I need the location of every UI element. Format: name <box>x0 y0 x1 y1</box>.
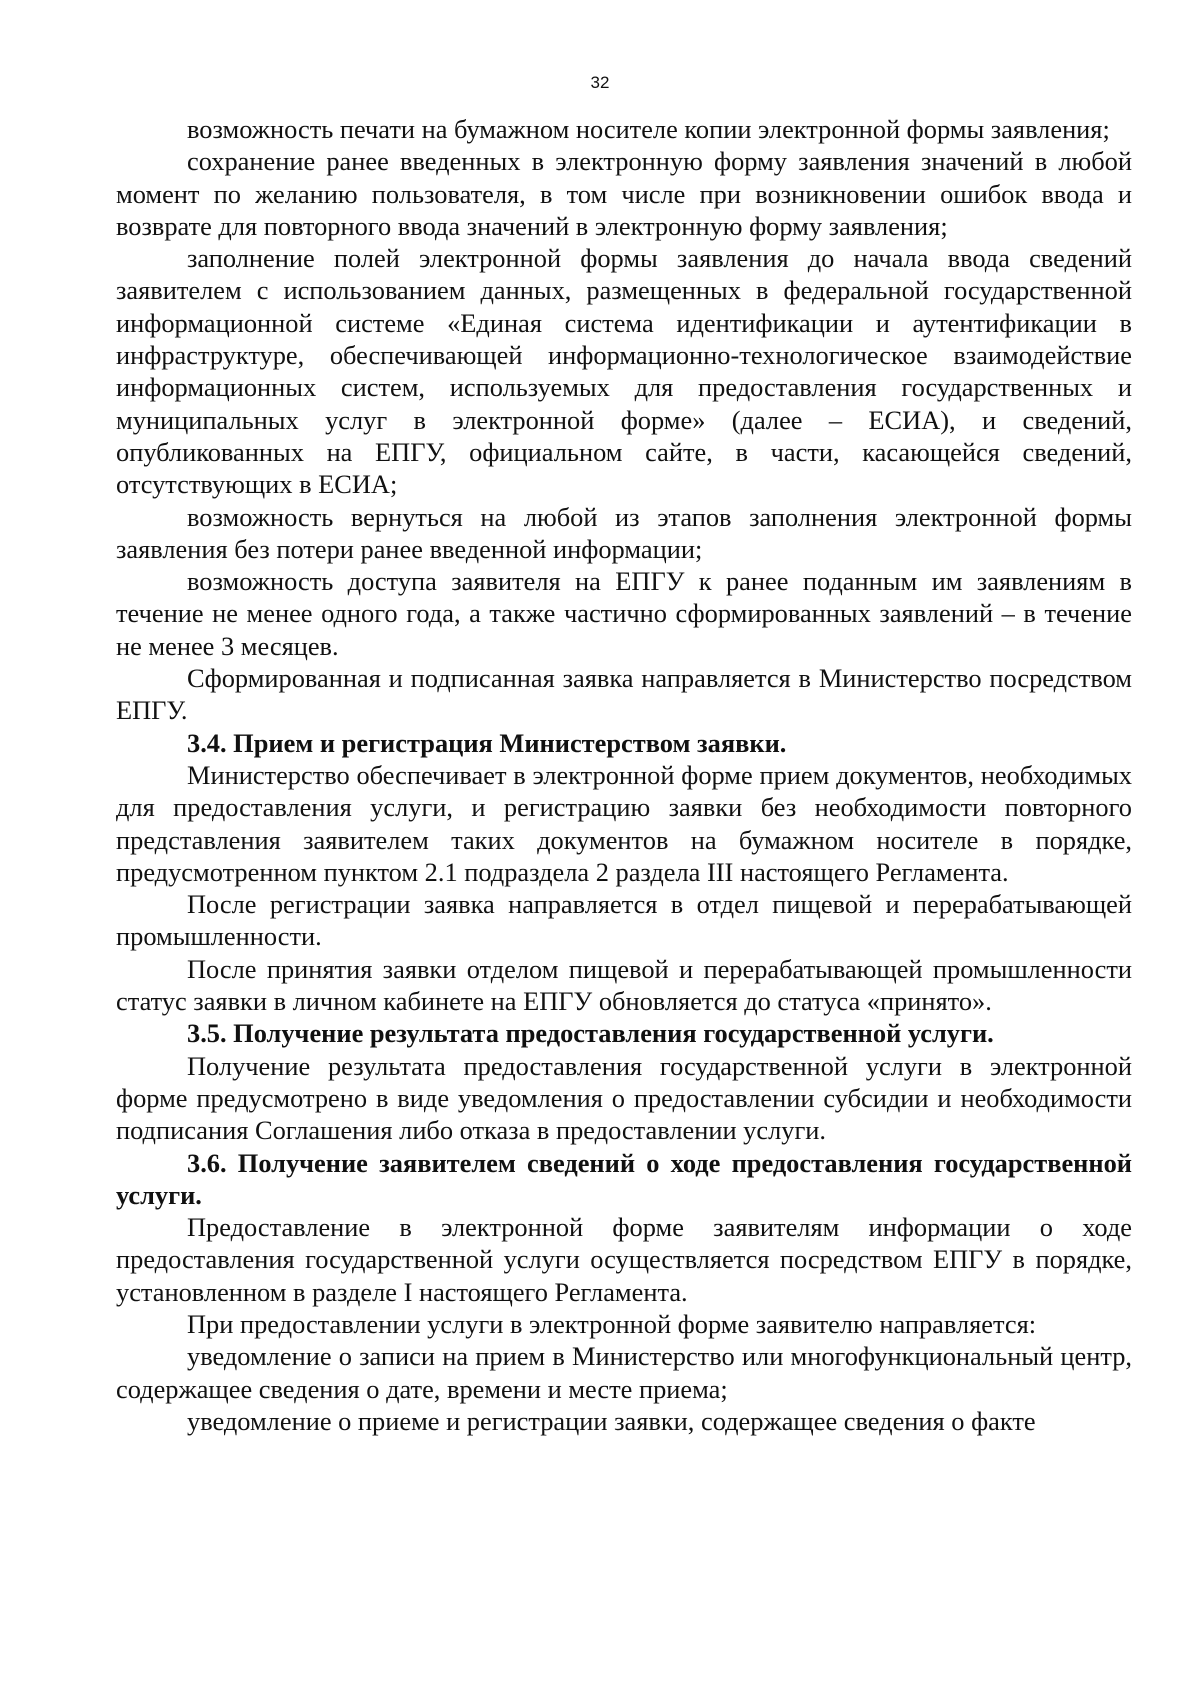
paragraph-notifications-intro: При предоставлении услуги в электронной форме заявителю направляется: <box>187 1308 1037 1339</box>
paragraph-appointment-notice: уведомление о записи на прием в Министерство или многофункциональный центр, содержащее сведения о дате, времени и месте приема; <box>116 1341 1132 1404</box>
paragraph-print-copy: возможность печати на бумажном носителе копии электронной формы заявления; <box>187 114 1110 144</box>
paragraph-access-applications: возможность доступа заявителя на ЕПГУ к ранее поданным им заявлениям в течение не менее одного года, а также частично сформированных заявлений – в течение не менее 3 месяцев. <box>116 566 1132 661</box>
document-body <box>116 113 1132 1437</box>
paragraph-submission: Сформированная и подписанная заявка направляется в Министерство посредством ЕПГУ. <box>116 663 1132 726</box>
paragraph-status-update: После принятия заявки отделом пищевой и перерабатывающей промышленности статус заявки в личном кабинете на ЕПГУ обновляется до статуса «принято». <box>116 953 1132 1017</box>
paragraph-return-to-step: возможность вернуться на любой из этапов заполнения электронной формы заявления без потери ранее введенной информации; <box>116 501 1132 564</box>
page-number: 32 <box>590 73 610 92</box>
section-heading-3-4: 3.4. Прием и регистрация Министерством заявки. <box>187 727 787 758</box>
paragraph-save-values: сохранение ранее введенных в электронную форму заявления значений в любой момент по желанию пользователя, в том числе при возникновении ошибок ввода и возврате для повторного ввода значений в электронную форму заявления; <box>116 146 1132 241</box>
paragraph-registration-notice: уведомление о приеме и регистрации заявки, содержащее сведения о факте <box>187 1405 1036 1436</box>
section-heading-3-5: 3.5. Получение результата предоставления государственной услуги. <box>187 1018 994 1049</box>
paragraph-result-notice: Получение результата предоставления государственной услуги в электронной форме предусмотрено в виде уведомления о предоставлении субсидии и необходимости подписания Соглашения либо отказа в предоставлении услуги. <box>116 1050 1132 1146</box>
section-heading-3-6: 3.6. Получение заявителем сведений о ходе предоставления государственной услуги. <box>116 1147 1132 1210</box>
paragraph-autofill-esia: заполнение полей электронной формы заявления до начала ввода сведений заявителем с использованием данных, размещенных в федеральной государственной информационной системе «Единая система идентификации и аутентификации в инфраструктуре, обеспечивающей информационно-технологическое взаимодействие информационных систем, используемых для предоставления государственных и муниципальных услуг в электронной форме» (далее – ЕСИА), и сведений, опубликованных на ЕПГУ, официальном сайте, в части, касающейся сведений, отсутствующих в ЕСИА; <box>116 243 1132 500</box>
paragraph-progress-info: Предоставление в электронной форме заявителям информации о ходе предоставления государственной услуги осуществляется посредством ЕПГУ в порядке, установленном в разделе I настоящего Регламента. <box>116 1212 1132 1307</box>
paragraph-after-registration: После регистрации заявка направляется в отдел пищевой и перерабатывающей промышленности. <box>116 889 1132 952</box>
paragraph-ministry-acceptance: Министерство обеспечивает в электронной форме прием документов, необходимых для предоставления услуги, и регистрацию заявки без необходимости повторного представления заявителем таких документов на бумажном носителе в порядке, предусмотренном пунктом 2.1 подраздела 2 раздела III настоящего Регламента. <box>116 759 1132 887</box>
